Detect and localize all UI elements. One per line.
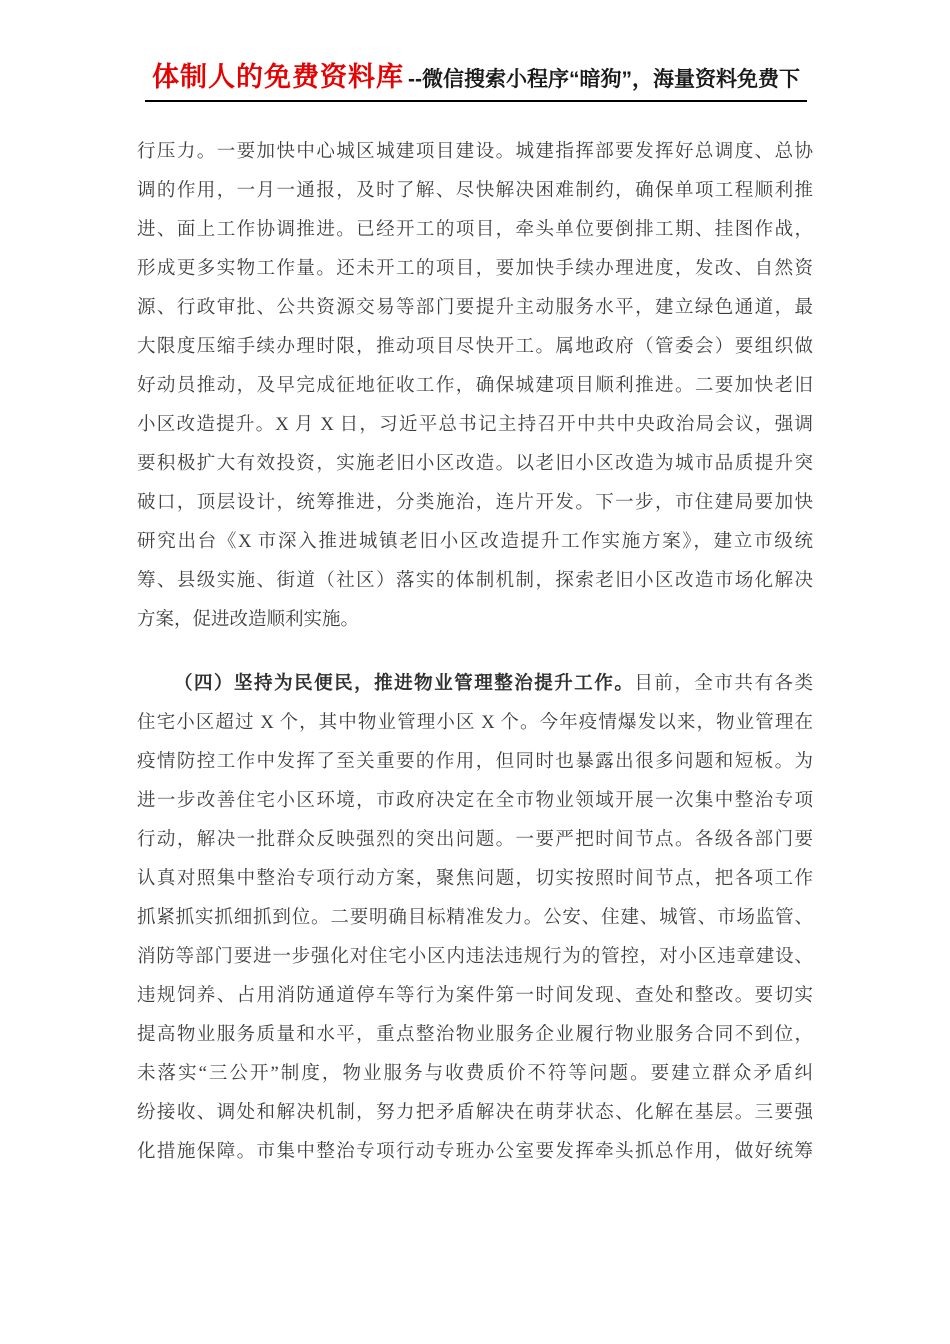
section-heading: （四）坚持为民便民，推进物业管理整治提升工作。 bbox=[174, 674, 635, 694]
text-line: 提高物业服务质量和水平，重点整治物业服务企业履行物业服务合同不到位， bbox=[137, 1025, 813, 1045]
text-line: 源、行政审批、公共资源交易等部门要提升主动服务水平，建立绿色通道，最 bbox=[137, 298, 813, 318]
text-line: 筹、县级实施、街道（社区）落实的体制机制，探索老旧小区改造市场化解决 bbox=[137, 571, 813, 591]
text-line: 大限度压缩手续办理时限，推动项目尽快开工。属地政府（管委会）要组织做 bbox=[137, 337, 813, 357]
header-divider bbox=[145, 100, 807, 102]
text-line: 住宅小区超过 X 个，其中物业管理小区 X 个。今年疫情爆发以来，物业管理在 bbox=[137, 713, 813, 733]
document-body bbox=[137, 133, 813, 1172]
text-line: 要积极扩大有效投资，实施老旧小区改造。以老旧小区改造为城市品质提升突 bbox=[137, 454, 813, 474]
text-line: 未落实“三公开”制度，物业服务与收费质价不符等问题。要建立群众矛盾纠 bbox=[137, 1064, 813, 1084]
text-line: 调的作用，一月一通报，及时了解、尽快解决困难制约，确保单项工程顺利推 bbox=[137, 181, 813, 201]
text-line: 方案，促进改造顺利实施。 bbox=[137, 610, 360, 630]
text-line: 纷接收、调处和解决机制，努力把矛盾解决在萌芽状态、化解在基层。三要强 bbox=[137, 1103, 813, 1123]
text-line: 抓紧抓实抓细抓到位。二要明确目标精准发力。公安、住建、城管、市场监管、 bbox=[137, 908, 813, 928]
site-brand: 体制人的免费资料库 bbox=[152, 62, 404, 92]
text-line: 小区改造提升。X 月 X 日，习近平总书记主持召开中共中央政治局会议，强调 bbox=[137, 415, 813, 435]
text-line: 研究出台《X 市深入推进城镇老旧小区改造提升工作实施方案》，建立市级统 bbox=[137, 532, 813, 552]
text-line: 认真对照集中整治专项行动方案，聚焦问题，切实按照时间节点，把各项工作 bbox=[137, 869, 813, 889]
text-line: 形成更多实物工作量。还未开工的项目，要加快手续办理进度，发改、自然资 bbox=[137, 259, 813, 279]
text-line: 违规饲养、占用消防通道停车等行为案件第一时间发现、查处和整改。要切实 bbox=[137, 986, 813, 1006]
paragraph-city-construction bbox=[137, 133, 813, 640]
paragraph-property-management bbox=[137, 665, 813, 1172]
text-line: 破口，顶层设计，统筹推进，分类施治，连片开发。下一步，市住建局要加快 bbox=[137, 493, 813, 513]
text-line: 消防等部门要进一步强化对住宅小区内违法违规行为的管控，对小区违章建设、 bbox=[137, 947, 813, 967]
header-tagline: --微信搜索小程序“暗狗”，海量资料免费下 bbox=[408, 68, 800, 91]
text-line: 疫情防控工作中发挥了至关重要的作用，但同时也暴露出很多问题和短板。为 bbox=[137, 752, 813, 772]
text-line bbox=[137, 665, 813, 704]
text-line: 行动，解决一批群众反映强烈的突出问题。一要严把时间节点。各级各部门要 bbox=[137, 830, 813, 850]
text-run: 目前，全市共有各类 bbox=[634, 674, 813, 694]
page-header bbox=[145, 56, 807, 98]
text-line: 进、面上工作协调推进。已经开工的项目，牵头单位要倒排工期、挂图作战， bbox=[137, 220, 813, 240]
text-line: 行压力。一要加快中心城区城建项目建设。城建指挥部要发挥好总调度、总协 bbox=[137, 142, 813, 162]
text-line: 好动员推动，及早完成征地征收工作，确保城建项目顺利推进。二要加快老旧 bbox=[137, 376, 813, 396]
text-line: 进一步改善住宅小区环境，市政府决定在全市物业领域开展一次集中整治专项 bbox=[137, 791, 813, 811]
text-line: 化措施保障。市集中整治专项行动专班办公室要发挥牵头抓总作用，做好统筹 bbox=[137, 1142, 813, 1162]
